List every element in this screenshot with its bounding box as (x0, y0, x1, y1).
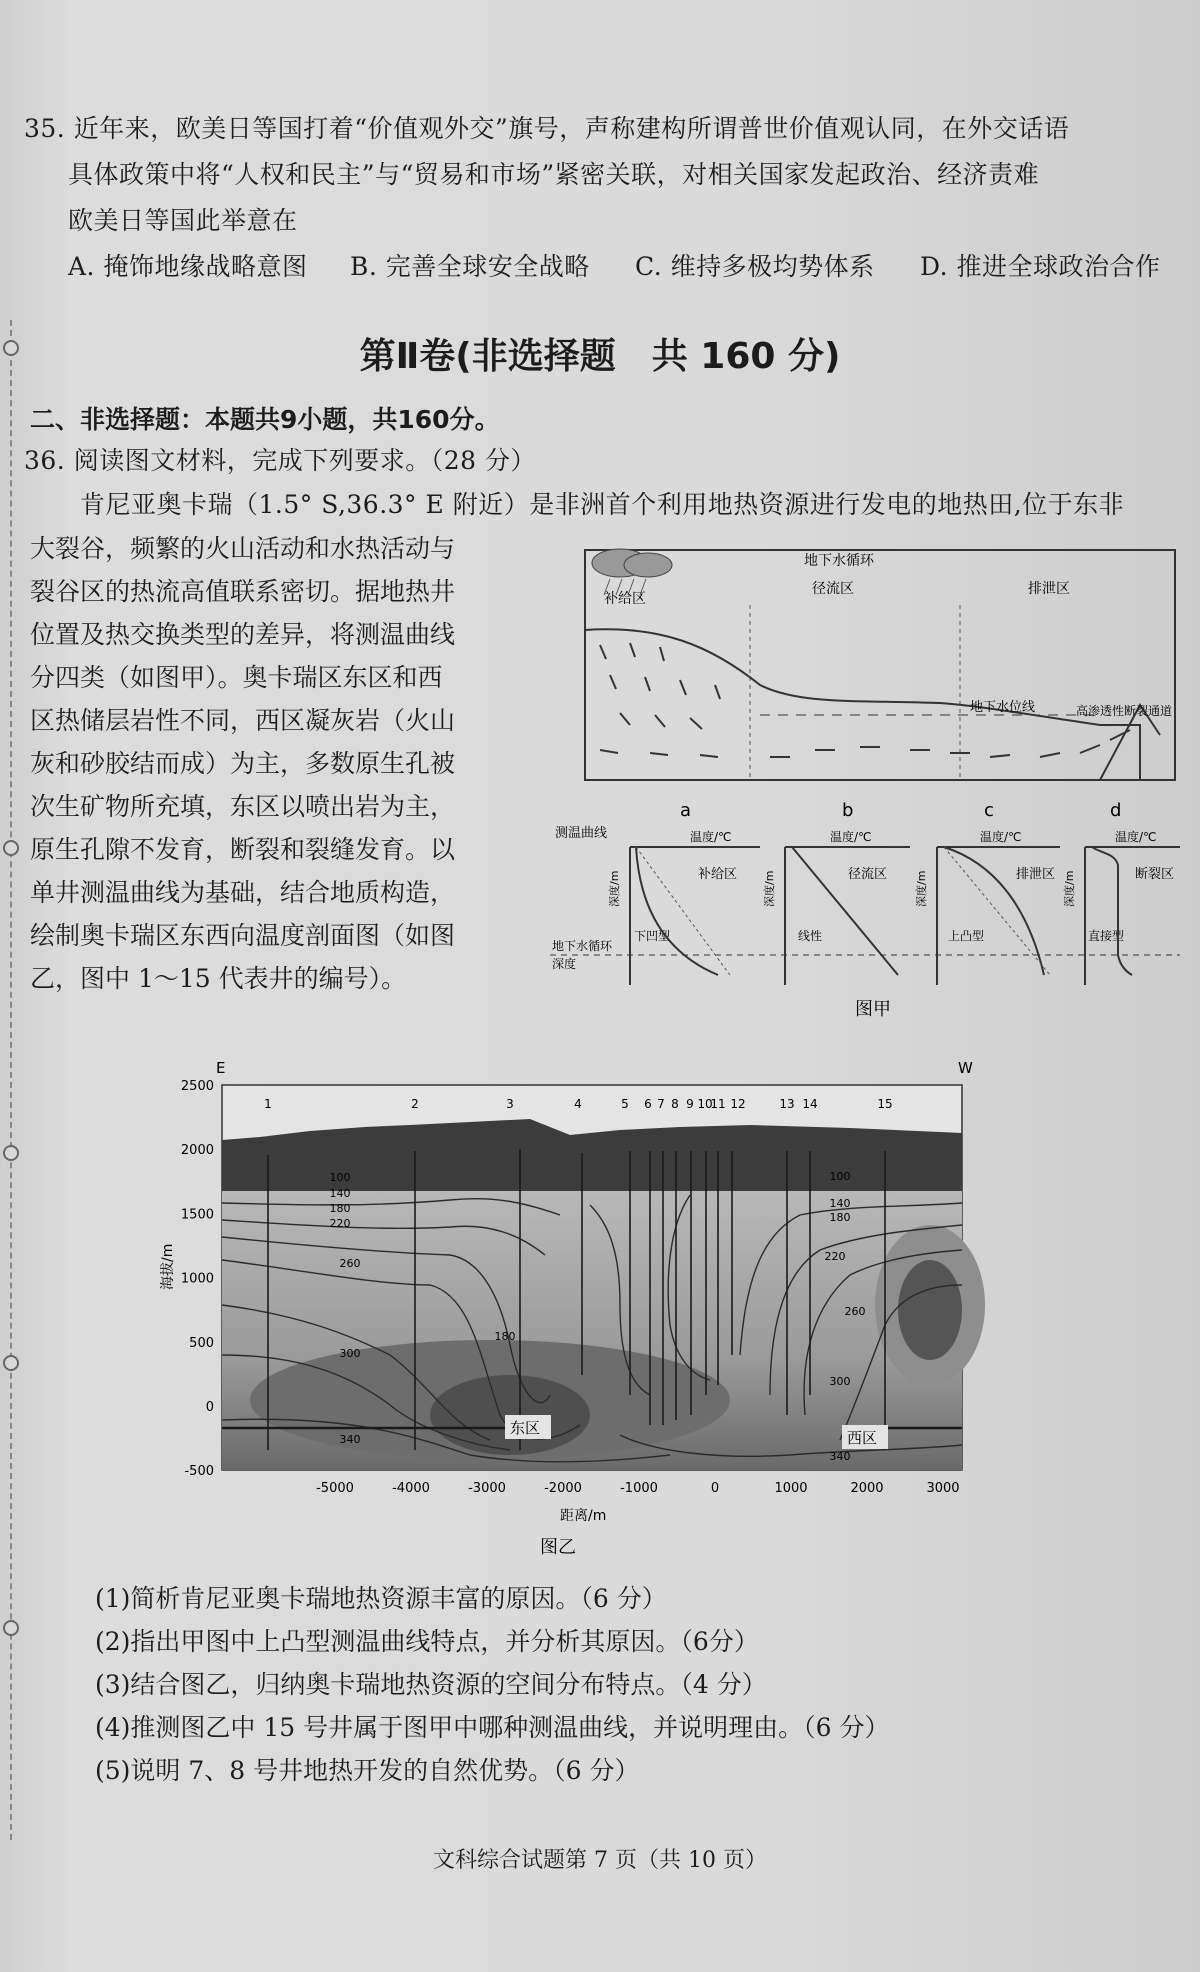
water-table-label: 地下水位线 (970, 700, 1036, 715)
temp-axis: 温度/℃ (690, 830, 732, 844)
isotherm-label: 300 (339, 1347, 361, 1360)
q35-stem-line1: 35. 近年来，欧美日等国打着“价值观外交”旗号，声称建构所谓普世价值观认同，在外交话语 (24, 114, 1070, 143)
west-marker: W (958, 1059, 973, 1077)
q35-stem-line3: 欧美日等国此举意在 (68, 206, 298, 235)
zone-discharge: 排泄区 (1028, 581, 1070, 597)
isotherm-label: 300 (829, 1375, 851, 1388)
part2-title: 第Ⅱ卷(非选择题 共 160 分) (359, 336, 841, 377)
well-number: 5 (621, 1097, 629, 1111)
q36-material-line: 单井测温曲线为基础，结合地质构造， (30, 878, 456, 907)
x-tick-label: 1000 (774, 1481, 808, 1496)
panel-type: 下凹型 (634, 929, 671, 943)
x-ticks (316, 1481, 959, 1496)
circulation-depth-label: 深度 (552, 957, 577, 971)
page-footer: 文科综合试题第 7 页（共 10 页） (433, 1848, 767, 1873)
y-tick-label: 0 (205, 1400, 214, 1415)
isotherm-label: 140 (829, 1197, 851, 1210)
temp-axis: 温度/℃ (830, 830, 872, 844)
x-tick-label: -1000 (620, 1481, 658, 1496)
q36-material-line: 次生矿物所充填，东区以喷出岩为主， (30, 792, 456, 821)
circulation-depth-label: 地下水循环 (552, 939, 613, 953)
east-zone-label: 东区 (510, 1419, 541, 1437)
q35-option-a: A. 掩饰地缘战略意图 (68, 252, 308, 281)
well-number: 7 (657, 1097, 665, 1111)
y-tick-label: 1500 (180, 1207, 214, 1223)
binding-hole (3, 1145, 19, 1161)
temp-axis: 温度/℃ (980, 830, 1022, 844)
depth-axis: 深度/m (1063, 870, 1076, 907)
well-number: 13 (779, 1097, 795, 1111)
isotherm-label: 100 (829, 1170, 851, 1183)
q35-stem-line2: 具体政策中将“人权和民主”与“贸易和市场”紧密关联，对相关国家发起政治、经济责难 (68, 160, 1040, 189)
figure-b-caption: 图乙 (540, 1537, 576, 1555)
x-tick-label: -3000 (468, 1481, 506, 1496)
well-number: 4 (574, 1097, 582, 1111)
figure-a (540, 535, 1200, 1035)
panel-type: 直接型 (1088, 929, 1125, 943)
flow-arrows (600, 643, 1130, 757)
isotherm-label: 180 (494, 1330, 516, 1343)
well-number: 2 (411, 1097, 419, 1111)
depth-axis: 深度/m (608, 870, 621, 907)
q36-header: 36. 阅读图文材料，完成下列要求。（28 分） (24, 446, 536, 475)
isotherm-label: 260 (844, 1305, 866, 1318)
question-4: (4)推测图乙中 15 号井属于图甲中哪种测温曲线，并说明理由。（6 分） (95, 1713, 890, 1742)
well-number: 6 (644, 1097, 652, 1111)
isotherm-label: 340 (829, 1450, 851, 1463)
q36-material-line: 大裂谷，频繁的火山活动和水热活动与 (30, 534, 456, 563)
panel-zone: 排泄区 (1016, 867, 1056, 882)
q36-material-line: 裂谷区的热流高值联系密切。据地热井 (30, 577, 456, 606)
west-zone-core (898, 1260, 962, 1360)
zone-runoff: 径流区 (812, 581, 854, 597)
well-number: 9 (686, 1097, 694, 1111)
well-number: 3 (506, 1097, 514, 1111)
panel-type: 线性 (798, 929, 823, 943)
q36-intro: 肯尼亚奥卡瑞（1.5° S,36.3° E 附近）是非洲首个利用地热资源进行发电的地热田,位于东非 (80, 490, 1125, 519)
q36-material-line: 绘制奥卡瑞区东西向温度剖面图（如图 (30, 921, 456, 950)
isotherm-label: 180 (829, 1211, 851, 1224)
figure-a-title: 地下水循环 (804, 553, 874, 569)
x-tick-label: -5000 (316, 1481, 354, 1496)
y-tick-label: 500 (189, 1335, 214, 1351)
well-number: 15 (877, 1097, 893, 1111)
panel-letter: a (680, 800, 692, 821)
x-tick-label: 0 (710, 1481, 720, 1496)
y-tick-label: 1000 (180, 1271, 214, 1287)
q36-material (30, 527, 500, 1000)
question-3: (3)结合图乙，归纳奥卡瑞地热资源的空间分布特点。（4 分） (95, 1670, 767, 1699)
question-5: (5)说明 7、8 号井地热开发的自然优势。（6 分） (95, 1756, 640, 1785)
isotherm-label: 220 (824, 1250, 846, 1263)
q35-option-d: D. 推进全球政治合作 (920, 252, 1161, 281)
binding-hole (3, 1355, 19, 1371)
panel-c (914, 800, 1060, 985)
well-number: 10 (697, 1097, 713, 1111)
q36-material-line: 乙，图中 1～15 代表井的编号）。 (30, 964, 407, 993)
rain-cloud-icon (592, 549, 672, 595)
isotherm-label: 220 (329, 1217, 351, 1230)
well-number: 11 (710, 1097, 726, 1111)
ground-surface (585, 629, 1140, 780)
binding-hole (3, 1620, 19, 1636)
q36-material-line: 分四类（如图甲）。奥卡瑞区东区和西 (30, 663, 443, 692)
y-axis-label: 海拔/m (160, 1243, 176, 1290)
q36-material-line: 原生孔隙不发育，断裂和裂缝发育。以 (30, 835, 456, 864)
west-zone-label: 西区 (847, 1429, 878, 1447)
q36-material-line: 位置及热交换类型的差异，将测温曲线 (30, 620, 456, 649)
section-heading: 二、非选择题：本题共9小题，共160分。 (30, 405, 500, 434)
channel-label: 高渗透性断裂通道 (1076, 704, 1173, 718)
y-tick-label: 2500 (180, 1079, 214, 1094)
depth-axis: 深度/m (915, 870, 928, 907)
panel-d (1062, 800, 1180, 985)
isotherm-label: 100 (329, 1171, 351, 1184)
binding-margin-line (10, 320, 12, 1840)
y-tick-label: -500 (184, 1464, 214, 1480)
well-number: 12 (730, 1097, 746, 1111)
question-2: (2)指出甲图中上凸型测温曲线特点，并分析其原因。（6分） (95, 1627, 759, 1656)
panel-letter: d (1110, 800, 1122, 821)
panel-zone: 断裂区 (1135, 867, 1175, 882)
x-axis-label: 距离/m (560, 1508, 607, 1524)
temp-axis: 温度/℃ (1115, 830, 1157, 844)
panel-letter: c (984, 800, 994, 821)
depth-axis: 深度/m (763, 870, 776, 907)
x-tick-label: 3000 (926, 1481, 960, 1496)
x-tick-label: 2000 (850, 1481, 884, 1496)
binding-hole (3, 840, 19, 856)
zone-recharge: 补给区 (604, 591, 646, 607)
panel-b (762, 800, 910, 985)
q35-option-c: C. 维持多极均势体系 (635, 252, 875, 281)
east-marker: E (216, 1059, 226, 1077)
well-number: 14 (802, 1097, 818, 1111)
well-number: 1 (264, 1097, 272, 1111)
x-tick-label: -2000 (544, 1481, 582, 1496)
isotherm-label: 180 (329, 1202, 351, 1215)
isotherm-label: 340 (339, 1433, 361, 1446)
panel-a (607, 800, 760, 985)
y-ticks (181, 1079, 214, 1479)
panel-type: 上凸型 (948, 929, 985, 943)
panel-zone: 径流区 (848, 867, 888, 882)
x-tick-label: -4000 (392, 1481, 430, 1496)
figure-a-frame (585, 550, 1175, 780)
isotherm-label: 260 (339, 1257, 361, 1270)
figure-a-caption: 图甲 (855, 999, 891, 1020)
y-tick-label: 2000 (180, 1143, 214, 1159)
q36-material-line: 区热储层岩性不同，西区凝灰岩（火山 (30, 706, 456, 735)
q36-material-line: 灰和砂胶结而成）为主，多数原生孔被 (30, 749, 456, 778)
panel-zone: 补给区 (698, 867, 738, 882)
curve-label: 测温曲线 (555, 826, 608, 841)
question-1: (1)简析肯尼亚奥卡瑞地热资源丰富的原因。（6 分） (95, 1584, 667, 1613)
isotherm-label: 140 (329, 1187, 351, 1200)
figure-b (150, 1055, 1010, 1555)
q35-option-b: B. 完善全球安全战略 (350, 252, 590, 281)
panel-letter: b (842, 800, 854, 821)
well-number: 8 (671, 1097, 679, 1111)
